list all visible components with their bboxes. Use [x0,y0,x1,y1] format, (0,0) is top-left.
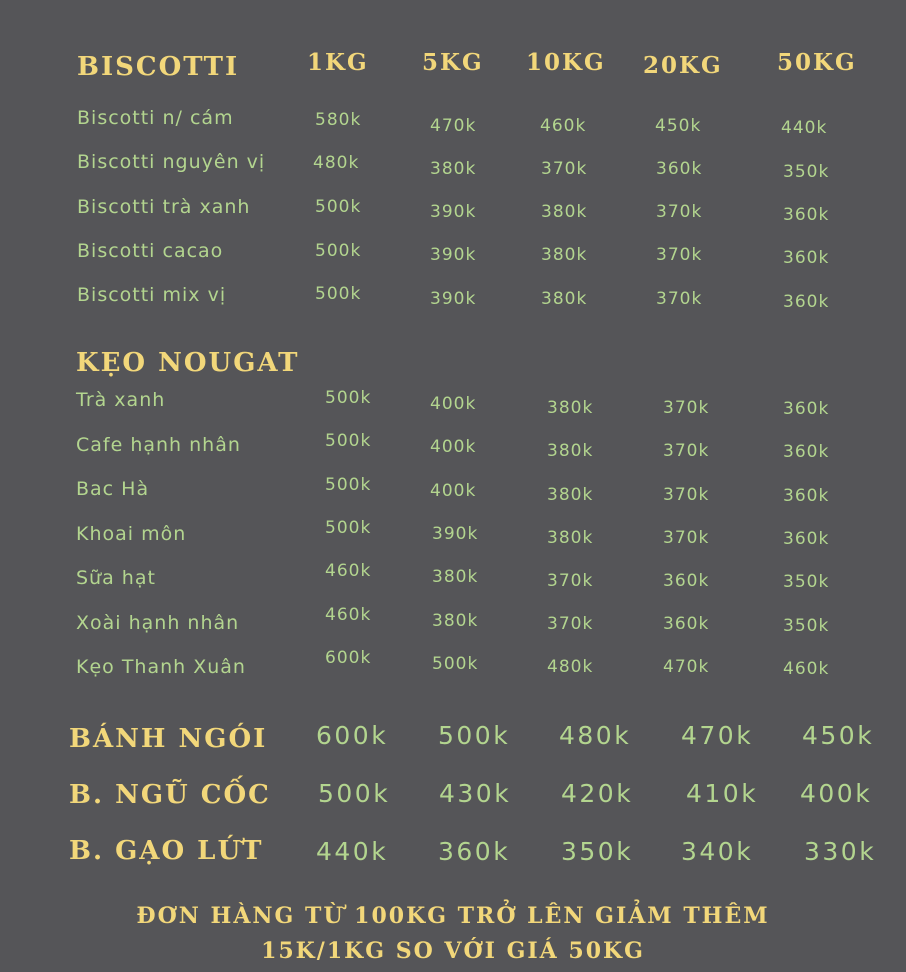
item-name: Cafe hạnh nhân [76,434,241,456]
price-5kg: 400k [430,437,477,457]
price-20kg: 360k [663,571,710,591]
price-5kg: 380k [432,611,479,631]
item-name: Biscotti trà xanh [77,196,251,218]
item-name: Trà xanh [76,389,166,411]
price-1kg: 600k [325,648,372,668]
price-1kg: 500k [315,284,362,304]
price-20kg: 360k [663,614,710,634]
column-header-5kg: 5KG [422,49,484,76]
price-50kg: 360k [783,205,830,225]
price-20kg: 370k [663,441,710,461]
price-10kg: 380k [541,245,588,265]
biscotti-section-title: BISCOTTI [77,52,240,82]
price-10kg: 370k [547,571,594,591]
price-5kg: 400k [430,481,477,501]
price-50kg: 360k [783,486,830,506]
price-10kg: 480k [547,657,594,677]
price-1kg: 580k [315,110,362,130]
price-10kg: 380k [547,485,594,505]
price-10kg: 370k [541,159,588,179]
price-1kg: 440k [316,837,389,866]
price-20kg: 370k [656,202,703,222]
price-1kg: 460k [325,561,372,581]
price-5kg: 470k [430,116,477,136]
price-1kg: 500k [315,241,362,261]
price-20kg: 470k [681,721,754,750]
column-header-20kg: 20KG [643,52,723,79]
price-10kg: 380k [547,528,594,548]
price-50kg: 350k [783,162,830,182]
price-50kg: 360k [783,399,830,419]
price-50kg: 360k [783,248,830,268]
price-50kg: 360k [783,442,830,462]
price-1kg: 500k [318,779,391,808]
price-50kg: 450k [802,721,875,750]
price-10kg: 480k [559,721,632,750]
price-10kg: 460k [540,116,587,136]
nougat-section-title: KẸO NOUGAT [76,348,300,378]
item-name: Biscotti mix vị [77,284,227,306]
price-10kg: 380k [541,202,588,222]
column-header-50kg: 50KG [777,49,857,76]
item-name: Biscotti nguyên vị [77,151,266,173]
price-5kg: 390k [432,524,479,544]
price-5kg: 500k [432,654,479,674]
price-1kg: 480k [313,153,360,173]
price-1kg: 500k [315,197,362,217]
price-5kg: 500k [438,721,511,750]
price-20kg: 370k [656,289,703,309]
column-header-1kg: 1KG [307,49,369,76]
price-20kg: 470k [663,657,710,677]
price-10kg: 380k [541,289,588,309]
price-10kg: 420k [561,779,634,808]
price-1kg: 600k [316,721,389,750]
price-20kg: 370k [663,528,710,548]
item-name: Sữa hạt [76,567,156,589]
price-10kg: 350k [561,837,634,866]
price-5kg: 430k [439,779,512,808]
price-20kg: 370k [663,398,710,418]
item-name: Biscotti cacao [77,240,224,262]
price-1kg: 460k [325,605,372,625]
price-5kg: 380k [430,159,477,179]
price-20kg: 410k [686,779,759,808]
price-50kg: 330k [804,837,877,866]
item-name: BÁNH NGÓI [69,724,268,754]
discount-note-line-2: 15K/1KG SO VỚI GIÁ 50KG [261,938,645,964]
item-name: Biscotti n/ cám [77,107,234,129]
price-50kg: 360k [783,529,830,549]
price-1kg: 500k [325,518,372,538]
column-header-10kg: 10KG [526,49,606,76]
item-name: B. NGŨ CỐC [69,780,271,810]
price-1kg: 500k [325,388,372,408]
price-5kg: 390k [430,245,477,265]
price-5kg: 360k [438,837,511,866]
price-10kg: 380k [547,398,594,418]
price-50kg: 400k [800,779,873,808]
price-20kg: 340k [681,837,754,866]
price-20kg: 450k [655,116,702,136]
price-5kg: 400k [430,394,477,414]
price-50kg: 350k [783,616,830,636]
item-name: Xoài hạnh nhân [76,612,240,634]
price-5kg: 380k [432,567,479,587]
price-1kg: 500k [325,475,372,495]
price-20kg: 360k [656,159,703,179]
item-name: Kẹo Thanh Xuân [76,656,246,678]
item-name: Khoai môn [76,523,187,545]
price-20kg: 370k [656,245,703,265]
item-name: B. GẠO LỨT [69,836,264,866]
discount-note-line-1: ĐƠN HÀNG TỪ 100KG TRỞ LÊN GIẢM THÊM [136,903,770,929]
price-5kg: 390k [430,202,477,222]
price-50kg: 440k [781,118,828,138]
price-5kg: 390k [430,289,477,309]
price-1kg: 500k [325,431,372,451]
price-10kg: 370k [547,614,594,634]
price-50kg: 360k [783,292,830,312]
price-10kg: 380k [547,441,594,461]
price-50kg: 350k [783,572,830,592]
price-20kg: 370k [663,485,710,505]
item-name: Bac Hà [76,478,150,500]
price-50kg: 460k [783,659,830,679]
